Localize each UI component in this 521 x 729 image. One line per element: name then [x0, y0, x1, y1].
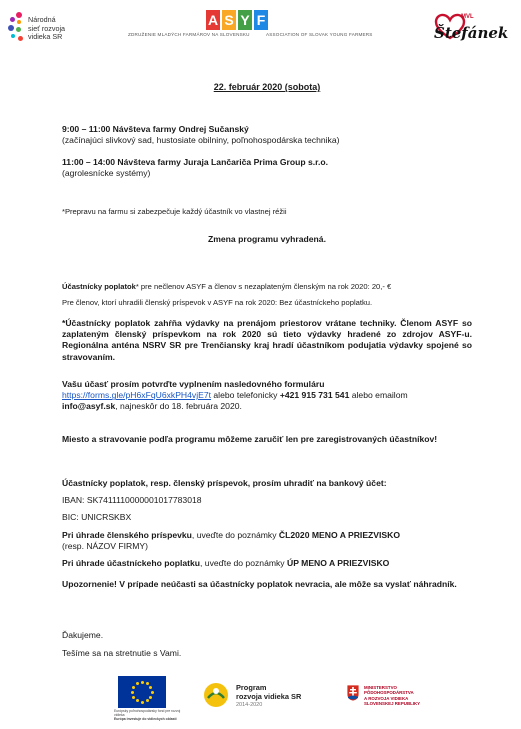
confirm-text: Vašu účasť prosím potvrďte vyplnením nasledovného formuláru: [62, 379, 325, 389]
program-item: [62, 124, 472, 146]
fee-nonmember: * pre nečlenov ASYF a členov s nezaplateným členským na rok 2020: 20,- €: [135, 282, 392, 291]
eu-star-icon: [141, 681, 144, 684]
member-payment-label: Pri úhrade členského príspevku: [62, 529, 192, 540]
bank-title: Účastnícky poplatok, resp. členský príspevok, prosím uhradiť na bankový účet:: [62, 478, 387, 488]
fee-payment-note: [62, 558, 472, 569]
change-note: Zmena programu vyhradená.: [208, 234, 326, 244]
program-item-detail: (začínajúci slivkový sad, hustosiate obilniny, poľnohospodárska technika): [62, 135, 340, 146]
prv-title: Program rozvoja vidieka SR: [236, 683, 302, 701]
asyf-logo: [206, 10, 268, 30]
nsr-logo: [6, 6, 66, 56]
member-payment-code: ČL2020 MENO A PRIEZVISKO: [278, 529, 401, 540]
bank-bic: BIC: UNICRSKBX: [62, 512, 132, 523]
confirm-deadline: , najneskôr do 18. februára 2020.: [115, 401, 242, 412]
footer-logos: [114, 676, 421, 721]
eu-star-icon: [146, 699, 149, 702]
asyf-letter: S: [222, 10, 236, 30]
prv-years: 2014-2020: [236, 702, 263, 708]
thanks: Ďakujeme.: [62, 630, 104, 640]
eu-star-icon: [136, 682, 139, 685]
eu-star-icon: [132, 696, 135, 699]
fee-member: Pre členov, ktorí uhradili členský príspevok v ASYF na rok 2020: Bez účastníckeho poplatku.: [62, 298, 373, 308]
fee-payment-label: Pri úhrade účastníckeho poplatku: [62, 558, 201, 569]
nsr-dots-icon: [6, 12, 24, 48]
asyf-letter: Y: [238, 10, 252, 30]
nsr-text: Národná sieť rozvoja vidieka SR: [28, 15, 66, 42]
eu-star-icon: [149, 696, 152, 699]
transport-note: *Prepravu na farmu si zabezpečuje každý účastník vo vlastnej réžii: [62, 207, 287, 216]
asyf-subtitle-sk: ZDRUŽENIE MLADÝCH FARMÁROV NA SLOVENSKU: [128, 32, 250, 37]
eu-star-icon: [132, 686, 135, 689]
closing-greeting: Tešíme sa na stretnutie s Vami.: [62, 648, 182, 658]
eu-flag-icon: [118, 676, 166, 708]
confirm-or-phone: alebo telefonicky: [211, 390, 280, 401]
eu-caption: Európsky poľnohospodársky fond pre rozvoj vidieka Európa investuje do vidieckych oblastí: [114, 709, 181, 721]
fee-info: [62, 281, 472, 308]
asyf-letter: A: [207, 12, 219, 28]
contact-phone: +421 915 731 541: [279, 390, 350, 401]
eu-star-icon: [131, 691, 134, 694]
fee-payment-text: , uveďte do poznámky: [200, 558, 287, 569]
program-item-detail: (agrolesnícke systémy): [62, 168, 151, 179]
program-item-title: 9:00 – 11:00 Návšteva farmy Ondrej Sučanský: [62, 124, 249, 134]
bank-info: [62, 478, 472, 569]
member-payment-note: [62, 530, 472, 552]
bank-iban: IBAN: SK7411110000001017783018: [62, 495, 202, 506]
asyf-letter: F: [254, 10, 268, 30]
eu-star-icon: [141, 701, 144, 704]
ministry-name: MINISTERSTVO PÔDOHOSPODÁRSTVA A ROZVOJA VIDIEKA SLOVENSKEJ REPUBLIKY: [364, 685, 421, 707]
program-item: [62, 157, 472, 179]
mvl-tag: MVL: [461, 14, 474, 20]
eu-star-icon: [151, 691, 154, 694]
contact-email[interactable]: info@asyf.sk: [62, 401, 116, 412]
fee-label: Účastnícky poplatok: [62, 282, 136, 291]
mvl-name: Štefánek: [434, 24, 509, 42]
eu-star-icon: [136, 699, 139, 702]
asyf-subtitle-en: ASSOCIATION OF SLOVAK YOUNG FARMERS: [266, 32, 373, 37]
eu-star-icon: [146, 682, 149, 685]
prv-logo-icon: [202, 682, 230, 708]
member-payment-text: , uveďte do poznámky: [191, 529, 279, 540]
member-payment-alt: (resp. NÁZOV FIRMY): [62, 540, 148, 551]
program-item-title: 11:00 – 14:00 Návšteva farmy Juraja Lančariča Prima Group s.r.o.: [62, 157, 329, 167]
event-date: 22. február 2020 (sobota): [213, 82, 321, 92]
registration-form-link[interactable]: https://forms.gle/pH6xFqU6xkPH4vjE7t: [62, 390, 212, 401]
slovak-coat-of-arms-icon: [346, 684, 360, 702]
confirm-or-email: alebo emailom: [349, 390, 408, 401]
fee-payment-code: ÚP MENO A PRIEZVISKO: [287, 558, 390, 569]
warning-note: Upozornenie! V prípade neúčasti sa účastnícky poplatok nevracia, ale môže sa vyslať náhradník.: [62, 579, 457, 589]
eu-star-icon: [149, 686, 152, 689]
fee-explanation: *Účastnícky poplatok zahŕňa výdavky na prenájom priestorov vrátane techniky. Členom ASYF so zaplateným členský príspevkom na rok 2020 sú tieto výdavky hradené zo zdrojov ASYF-u. Regionálna anténa NSRV SR pre Trenčiansky kraj hradí účastníkom podujatia výdavky spojené so stravovaním.: [62, 318, 472, 362]
guarantee-note: Miesto a stravovanie podľa programu môžeme zaručiť len pre zaregistrovaných účastníkov!: [62, 434, 438, 444]
confirmation-info: [62, 379, 472, 413]
